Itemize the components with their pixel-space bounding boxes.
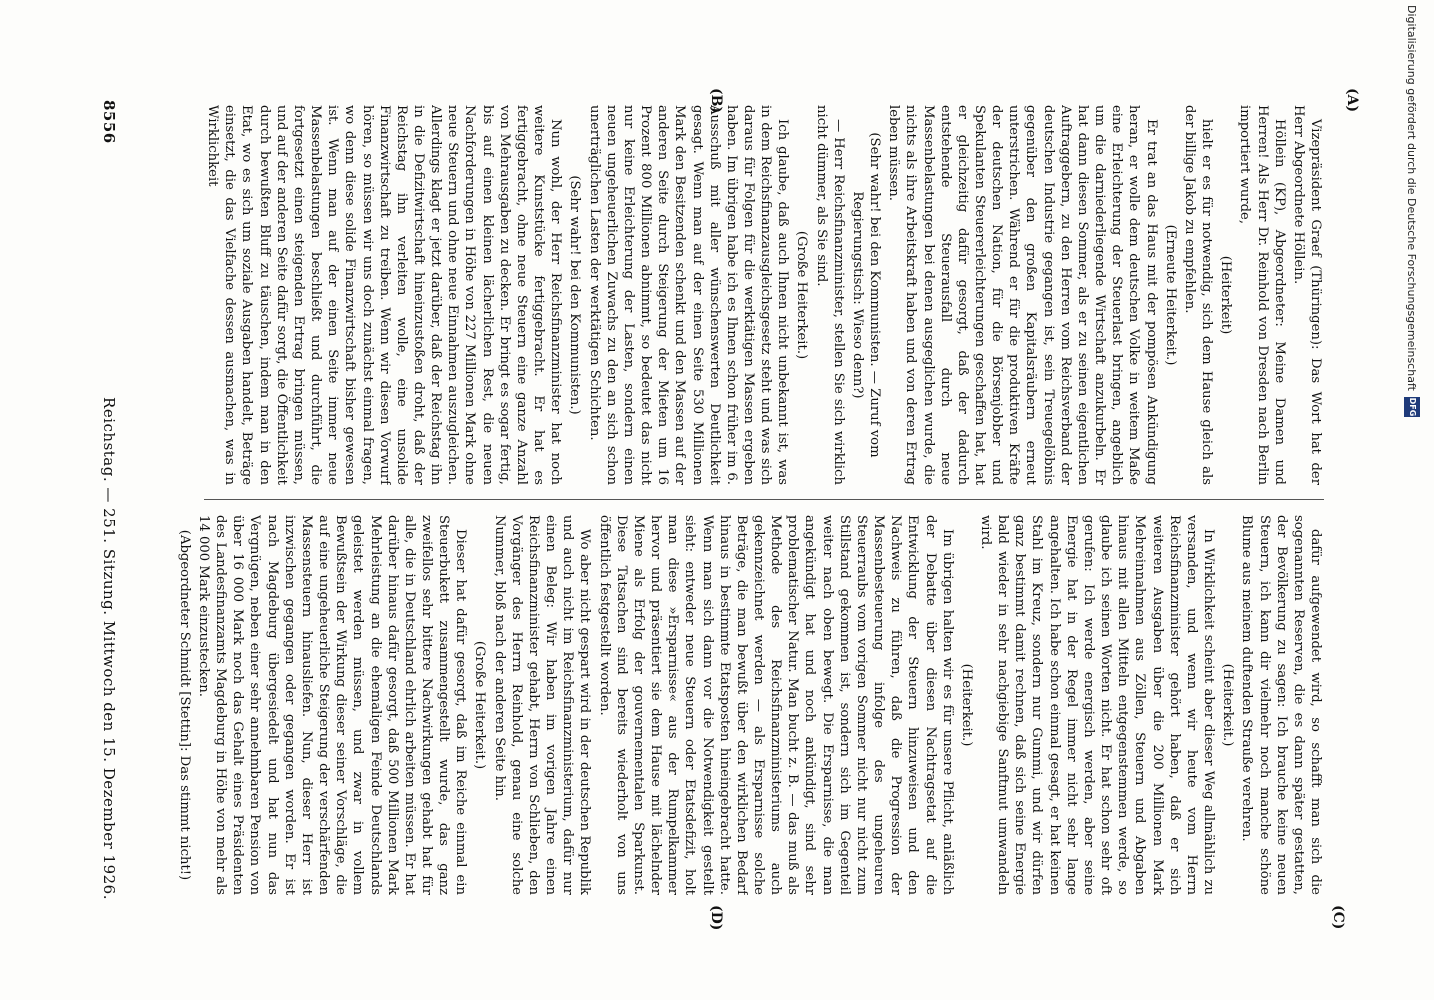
paragraph: hielt er es für notwendig, sich dem Hause gleich als der billige Jakob zu empfehlen. <box>1181 105 1215 485</box>
margin-marker-d: (D) <box>708 905 724 931</box>
paragraph: Wo aber nicht gespart wird in der deutschen Republik und auch nicht im Reichsfinanzministerium, dafür nur einen Beleg: Wir haben im vorigen Jahre einen Reichsfinanzminister gehabt, Herrn von Schlieben, den Vorgänger des Herrn Reinhold, genau eine solche Nummer, bloß nach der anderen Seite hin. <box>491 515 593 895</box>
interjection: (Sehr wahr! bei den Kommunisten. — Zuruf vom Regierungstisch: Wieso denn?) <box>849 132 883 458</box>
margin-marker-a: (A) <box>1344 88 1360 113</box>
interjection: (Heiterkeit.) <box>1220 663 1236 747</box>
credit-text: Digitalisierung gefördert durch die Deutsche Forschungsgemeinschaft <box>1405 5 1419 391</box>
interjection: (Große Heiterkeit.) <box>794 230 810 360</box>
dfg-logo: DFG <box>1404 397 1420 417</box>
paragraph: Im übrigen halten wir es für unsere Pflicht, anläßlich der Debatte über diesen Nachtragsetat auf die Entwicklung der Steuern hinzuweisen und den Nachweis zu führen, daß die Progression der Massenbesteuerung infolge des ungeheuren Steuerraubs vom vorigen Sommer nicht nur nicht zum Stillstand gekommen ist, sondern sich im Gegenteil weiter nach oben bewegt. Die Ersparnisse, die man angekündigt hat und noch ankündigt, sind sehr problematischer Natur. Man bucht z. B. — das muß als Methode des Reichsfinanzministeriums auch gekennzeichnet werden — als Ersparnisse solche Beträge, die man bewußt über den wirklichen Bedarf hinaus in bestimmte Etatsposten hineingebracht hatte. Wenn man sich dann vor die Notwendigkeit gestellt sieht: entweder neue Steuern oder Etatsdefizit, holt man diese »Ersparnisse« aus der Rumpelkammer hervor und präsentiert sie dem Hause mit lächelnder Miene als Erfolg der gouvernementalen Sparkunst. Diese Tatsachen sind bereits wiederholt von uns öffentlich festgestellt worden. <box>596 515 955 895</box>
margin-marker-c: (C) <box>1330 905 1346 930</box>
paragraph: Höllein (KP), Abgeordneter: Meine Damen und Herren! Als Herr Dr. Reinhold von Dresden nach Berlin importiert wurde, <box>1237 105 1287 485</box>
interjection: (Heiterkeit.) <box>958 663 974 747</box>
page-number: 8556 <box>100 100 118 144</box>
paragraph: Er trat an das Haus mit der pompösen Ankündigung heran, er wolle dem deutschen Volke in weitem Maße eine Erleichterung der Steuerlast bringen, angeblich um die darniederliegende Wirtschaft anzukurbeln. Er hat dann diesen Sommer, als er zu seinen eigentlichen Auftraggebern, zu den Herren vom Reichsverband der deutschen Industrie gegangen ist, sein Treuegelöbnis gegenüber den großen Kapitalsräubern erneut unterstrichen. Während er für die produktiven Kräfte der deutschen Nation, für die Börsenjobber und Spekulanten Steuererleichterungen geschaffen hat, hat er gleichzeitig dafür gesorgt, daß der dadurch entstehende Steuerausfall durch neue Massenbelastungen bei denen ausgeglichen wurde, die nichts als ihre Arbeitskraft haben und von deren Ertrag leben müssen. <box>886 105 1159 485</box>
digitization-credit <box>1400 5 1424 1005</box>
paragraph: Vizepräsident Graef (Thüringen): Das Wort hat der Herr Abgeordnete Höllein. <box>1290 105 1323 485</box>
paragraph: Dieser hat dafür gesorgt, daß im Reiche einmal ein Steuerbukett zusammengestellt wurde, das ganz zweifellos sehr bittere Nachwirkungen gehabt hat für alle, die in Deutschland ehrlich arbeiten müssen. Er hat darüber hinaus dafür gesorgt, daß 500 Millionen Mark Mehrleistung an die ehemaligen Feinde Deutschlands geleistet werden müssen, und zwar in vollem Bewußtsein der Wirkung dieser seiner Vorschläge, die auf eine ungeheuerliche Steigerung der verschärfenden Massensteuern hinausliefen. Nun, dieser Herr ist inzwischen gegangen oder gegangen worden. Er ist nach Magdeburg übergesiedelt und hat nun das Vergnügen, neben einer sehr annehmbaren Pension von über 16 000 Mark noch das Gehalt eines Präsidenten des Landesfinanzamts Magdeburg in Höhe von mehr als 14 000 Mark einzustecken. <box>196 515 469 895</box>
interjection: (Abgeordneter Schmidt [Stettin]: Das stimmt nicht!) <box>176 529 192 881</box>
paragraph: dafür aufgewendet wird, so schafft man sich die sogenannten Reserven, die es dann später gestatten, der Bevölkerung zu sagen: Ich brauche keine neuen Steuern, ich kann dir vielmehr noch manche schöne Blume aus meinem duftenden Strauße verehren. <box>1239 515 1323 895</box>
paragraph: — Herr Reichsfinanzminister, stellen Sie sich wirklich nicht dümmer, als Sie sind. <box>813 105 846 485</box>
left-column <box>144 105 1324 485</box>
page-header <box>88 100 118 900</box>
column-divider <box>204 499 1324 500</box>
interjection: (Sehr wahr! bei den Kommunisten.) <box>567 175 583 415</box>
page-title: Reichstag. — 251. Sitzung. Mittwoch den 15. Dezember 1926. <box>100 397 118 900</box>
paragraph: In Wirklichkeit scheint aber dieser Weg allmählich zu versanden, und wenn wir heute vom Herrn Reichsfinanzminister gehört haben, daß er sich weiteren Ausgaben über die 200 Millionen Mark Mehreinnahmen aus Zöllen, Steuern und Abgaben hinaus mit allen Mitteln entgegenstemmen werde, so glaube ich seinen Worten nicht. Er hat schon sehr oft gerufen: Ich werde energisch werden, aber seine Energie hat in der Regel immer nicht sehr lange angehalten. Ich habe schon einmal gesagt, er hat keinen Stahl im Kreuz, sondern nur Gummi, und wir dürfen ganz bestimmt damit rechnen, daß sich seine Energie bald wieder in sehr nachgiebige Sanftmut umwandeln wird. <box>978 515 1217 895</box>
paragraph: Ich glaube, daß auch Ihnen nicht unbekannt ist, was in dem Reichsfinanzausgleichsgesetz steht und was sich daraus für Folgen für die werktätigen Massen ergeben haben. Im übrigen habe ich es Ihnen schon früher im 6. Ausschuß mit aller wünschenswerten Deutlichkeit gesagt. Wenn man auf der einen Seite 530 Millionen Mark den Besitzenden schenkt und den Massen auf der anderen Seite durch Steigerung der Mieten um 16 Prozent 800 Millionen abnimmt, so bedeutet das nicht nur keine Erleichterung der Lasten, sondern einen neuen ungeheuerlichen Zuwachs zu den an sich schon unerträglichen Lasten der werktätigen Schichten. <box>586 105 791 485</box>
paragraph: Nun wohl, der Herr Reichsfinanzminister hat noch weitere Kunststücke fertiggebracht. Er hat es fertiggebracht, ohne neue Steuern eine ganze Anzahl von Mehrausgaben zu decken. Er bringt es sogar fertig, bis auf einen kleinen lächerlichen Rest, die neuen Nachforderungen in Höhe von 227 Millionen Mark ohne neue Steuern und ohne neue Einnahmen auszugleichen. Allerdings klagt er jetzt darüber, daß der Reichstag ihn in die Defizitwirtschaft hineinzustoßen droht, daß der Reichstag ihn verleiten wolle, eine unsolide Finanzwirtschaft zu treiben. Wenn wir diesen Vorwurf hören, so müssen wir uns doch zunächst einmal fragen, wo denn diese solide Finanzwirtschaft bisher gewesen ist. Wenn man auf der einen Seite immer neue Massenbelastungen beschließt und durchführt, die fortgesetzt einen steigenden Ertrag bringen müssen, und auf der anderen Seite dafür sorgt, die Öffentlichkeit durch bewußten Bluff zu täuschen, indem man in den Etat, wo es sich um soziale Ausgaben handelt, Beträge einsetzt, die das Vielfache dessen ausmachen, was in Wirklichkeit <box>205 105 564 485</box>
interjection: (Erneute Heiterkeit.) <box>1162 224 1178 366</box>
interjection: (Heiterkeit) <box>1218 255 1234 335</box>
interjection: (Große Heiterkeit.) <box>472 640 488 770</box>
margin-marker-b: (B) <box>708 88 724 114</box>
right-column <box>144 515 1324 895</box>
